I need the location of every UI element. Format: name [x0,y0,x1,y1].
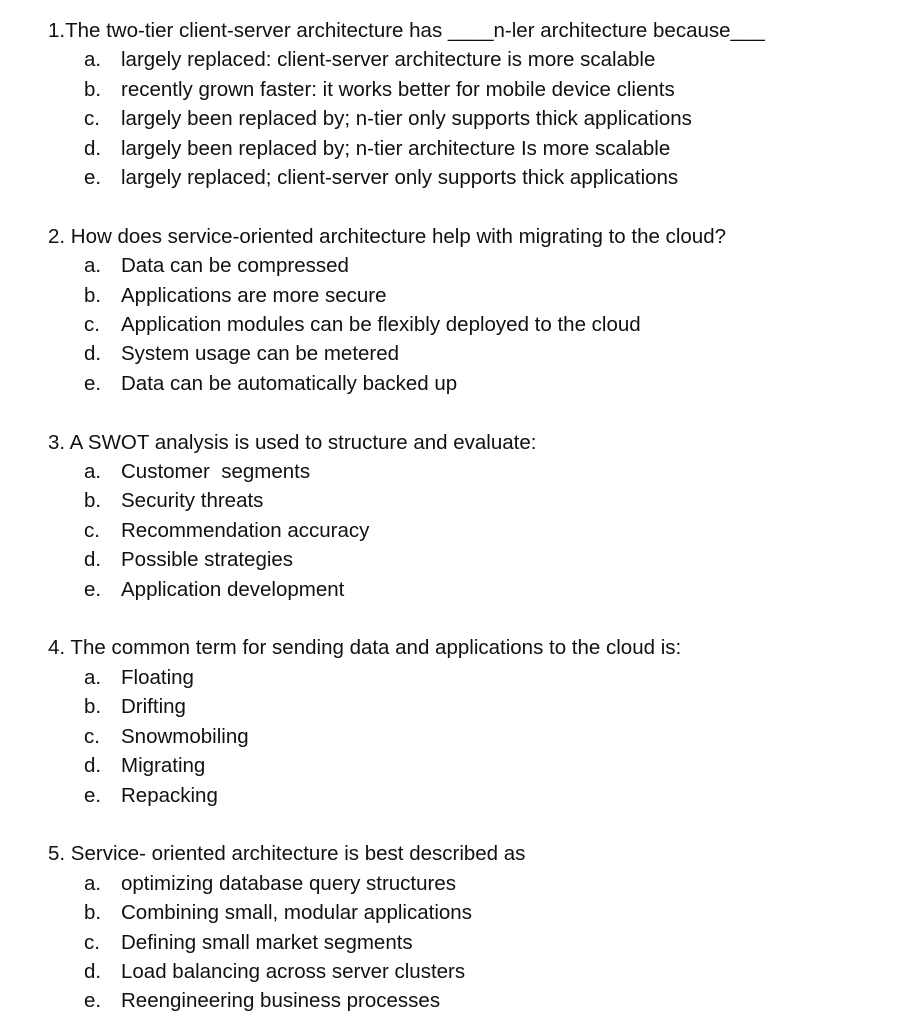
option-letter: b. [84,77,102,101]
option-letter: c. [84,724,100,748]
option-b [48,486,908,515]
option-d [48,545,908,574]
option-letter: e. [84,989,102,1013]
option-text: Data can be automatically backed up [121,371,458,395]
question-text: 3. A SWOT analysis is used to structure and evaluate: [48,430,537,454]
option-b [48,75,908,104]
option-text: Possible strategies [121,548,294,572]
option-text: Migrating [121,754,206,778]
option-b [48,281,908,310]
option-letter: e. [84,166,102,190]
option-letter: b. [84,283,102,307]
option-text: Application modules can be flexibly deployed to the cloud [121,313,641,337]
option-letter: e. [84,783,102,807]
option-list [48,663,908,810]
option-e [48,575,908,604]
option-c [48,928,908,957]
option-text: Combining small, modular applications [121,901,472,925]
option-letter: c. [84,313,100,337]
option-text: Drifting [121,695,186,719]
option-letter: c. [84,107,100,131]
option-letter: d. [84,136,102,160]
option-letter: a. [84,48,102,72]
option-letter: d. [84,959,102,983]
option-d [48,134,908,163]
question-4 [48,633,908,809]
option-d [48,339,908,368]
question-text: 1.The two-tier client-server architecture has ____n-ler architecture because___ [48,19,765,42]
option-a [48,457,908,486]
option-letter: d. [84,548,102,572]
option-list [48,869,908,1016]
option-letter: a. [84,871,102,895]
option-text: Defining small market segments [121,930,413,954]
option-letter: c. [84,930,100,954]
question-text: 2. How does service-oriented architecture help with migrating to the cloud? [48,224,726,248]
option-letter: c. [84,518,100,542]
option-list [48,251,908,398]
option-text: largely replaced; client-server only supports thick applications [121,166,679,190]
option-letter: a. [84,665,102,689]
option-a [48,663,908,692]
option-text: Customer segments [121,460,311,484]
option-b [48,692,908,721]
option-a [48,869,908,898]
option-e [48,986,908,1015]
option-text: largely been replaced by; n-tier architecture Is more scalable [121,136,671,160]
option-text: Floating [121,665,194,689]
option-a [48,45,908,74]
option-a [48,251,908,280]
option-text: Security threats [121,489,264,513]
option-e [48,781,908,810]
option-text: largely been replaced by; n-tier only supports thick applications [121,107,692,131]
option-letter: e. [84,577,102,601]
option-letter: d. [84,754,102,778]
option-text: Reengineering business processes [121,989,441,1013]
option-letter: a. [84,460,102,484]
option-d [48,957,908,986]
option-letter: e. [84,371,102,395]
option-letter: d. [84,342,102,366]
option-list [48,457,908,604]
option-list [48,45,908,192]
option-b [48,898,908,927]
option-letter: b. [84,695,102,719]
option-text: largely replaced: client-server architecture is more scalable [121,48,656,72]
option-text: Snowmobiling [121,724,249,748]
option-c [48,516,908,545]
option-text: Recommendation accuracy [121,518,370,542]
option-c [48,104,908,133]
option-text: recently grown faster: it works better for mobile device clients [121,77,675,101]
option-text: System usage can be metered [121,342,400,366]
question-text: 5. Service- oriented architecture is best described as [48,842,526,866]
option-e [48,369,908,398]
option-letter: a. [84,254,102,278]
question-text: 4. The common term for sending data and applications to the cloud is: [48,636,682,660]
option-text: Load balancing across server clusters [121,959,466,983]
question-5 [48,839,908,1015]
question-3 [48,428,908,604]
option-text: optimizing database query structures [121,871,457,895]
option-c [48,722,908,751]
option-text: Application development [121,577,345,601]
quiz-document [48,16,908,1016]
option-text: Data can be compressed [121,254,349,278]
question-1 [48,16,908,192]
option-letter: b. [84,901,102,925]
option-d [48,751,908,780]
option-text: Applications are more secure [121,283,387,307]
option-text: Repacking [121,783,218,807]
option-e [48,163,908,192]
option-c [48,310,908,339]
question-2 [48,222,908,398]
option-letter: b. [84,489,102,513]
